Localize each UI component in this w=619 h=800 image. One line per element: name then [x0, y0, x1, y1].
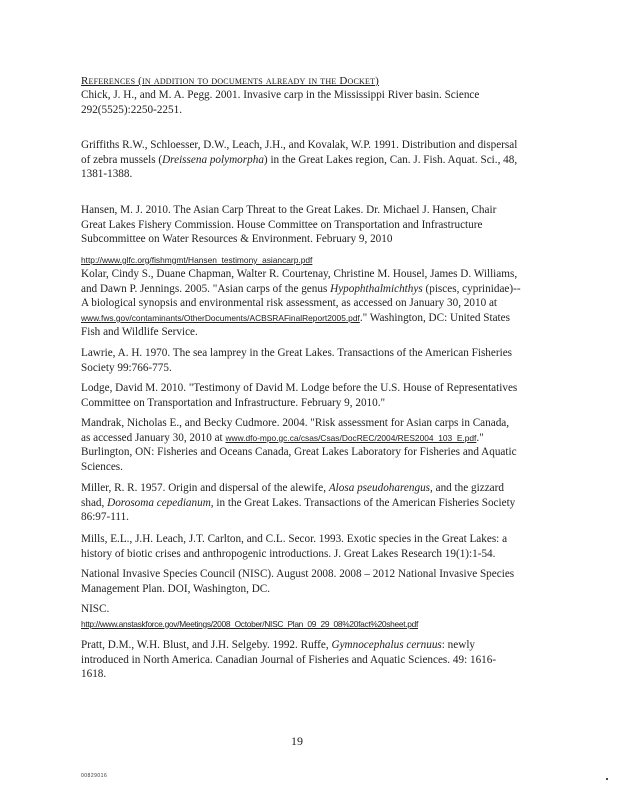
reference-text: ." Burlington, ON: Fisheries and Oceans Canada, Great Lakes Laboratory for Fisheries and Aquatic Sciences.	[81, 431, 517, 473]
reference-text: Kolar, Cindy S., Duane Chapman, Walter R. Courtenay, Christine M. Housel, James D. Williams, and Dawn P. Jennings. 2005. "Asian carps of the genus	[81, 268, 518, 295]
reference-text: Mandrak, Nicholas E., and Becky Cudmore. 2004. "Risk assessment for Asian carps in Canada, as accessed January 30, 2010 at	[81, 417, 510, 444]
reference-text: , in the Great Lakes. Transactions of the American Fisheries Society 86:97-111.	[81, 496, 516, 524]
references-heading: References (in addition to documents already in the Docket)	[81, 75, 380, 87]
reference-hansen	[81, 203, 521, 267]
reference-text: ." Washington, DC: United States Fish and Wildlife Service.	[81, 311, 510, 339]
species-name: Dorosoma cepedianum	[107, 496, 211, 509]
page-number: 19	[291, 734, 303, 748]
reference-text: Miller, R. R. 1957. Origin and dispersal of the alewife,	[81, 482, 329, 494]
reference-mills: Mills, E.L., J.H. Leach, J.T. Carlton, and C.L. Secor. 1993. Exotic species in the Great Lakes: a history of biotic crises and anthropogenic introductions. J. Great Lakes Research 19(1):1-54.	[81, 533, 508, 560]
reference-text: NISC.	[81, 603, 110, 615]
reference-text: Hansen, M. J. 2010. The Asian Carp Threat to the Great Lakes. Dr. Michael J. Hansen, Chair Great Lakes Fishery Commission. House Committee on Transportation and Infrastructure Subcommittee on Water Resources & Environment. February 9, 2010	[81, 204, 497, 246]
reference-text: , and the gizzard shad,	[81, 482, 504, 509]
reference-kolar	[81, 267, 521, 340]
reference-nisc	[81, 602, 521, 631]
bates-stamp: 00829016	[81, 773, 108, 779]
reference-text: ) in the Great Lakes region, Can. J. Fish. Aquat. Sci., 48, 1381-1388.	[81, 153, 518, 181]
reference-miller	[81, 481, 521, 525]
reference-text: : newly introduced in North America. Canadian Journal of Fisheries and Aquatic Sciences. 49: 1616-1618.	[81, 639, 497, 681]
reference-text: Pratt, D.M., W.H. Blust, and J.H. Selgeby. 1992. Ruffe,	[81, 639, 332, 651]
species-name: Hypophthalmichthys	[330, 282, 423, 295]
reference-pratt	[81, 638, 521, 682]
hansen-url-link[interactable]: http://www.glfc.org/fishmgmt/Hansen_testimony_asiancarp.pdf	[81, 254, 313, 265]
reference-text: Griffiths R.W., Schloesser, D.W., Leach, J.H., and Kovalak, W.P. 1991. Distribution and dispersal of zebra mussels (	[81, 139, 518, 166]
reference-lodge: Lodge, David M. 2010. "Testimony of David M. Lodge before the U.S. House of Representatives Committee on Transportation and Infrastructure. February 9, 2010."	[81, 382, 518, 409]
reference-mandrak	[81, 416, 521, 474]
kolar-url-link[interactable]: www.fws.gov/contaminants/OtherDocuments/ACBSRAFinalReport2005.pdf	[81, 312, 360, 323]
reference-text: (pisces, cyprinidae)--A biological synopsis and environmental risk assessment, as accessed on January 30, 2010 at	[81, 282, 521, 310]
reference-griffiths	[81, 138, 521, 182]
reference-lawrie: Lawrie, A. H. 1970. The sea lamprey in the Great Lakes. Transactions of the American Fisheries Society 99:766-775.	[81, 347, 513, 374]
mandrak-url-link[interactable]: www.dfo-mpo.gc.ca/csas/Csas/DocREC/2004/RES2004_103_E.pdf	[225, 432, 477, 443]
nisc-url-link[interactable]: http://www.anstaskforce.gov/Meetings/2008_October/NISC_Plan_09_29_08%20fact%20sheet.pdf	[81, 618, 419, 629]
reference-chick: Chick, J. H., and M. A. Pegg. 2001. Invasive carp in the Mississippi River basin. Science 292(5525):2250-2251.	[81, 89, 480, 116]
species-name: Gymnocephalus cernuus	[331, 639, 442, 651]
species-name: Alosa pseudoharengus	[328, 482, 431, 494]
scan-speck	[606, 778, 608, 780]
reference-nisc-council: National Invasive Species Council (NISC). August 2008. 2008 – 2012 National Invasive Species Management Plan. DOI, Washington, DC.	[81, 568, 515, 595]
species-name: Dreissena polymorpha	[162, 153, 264, 166]
